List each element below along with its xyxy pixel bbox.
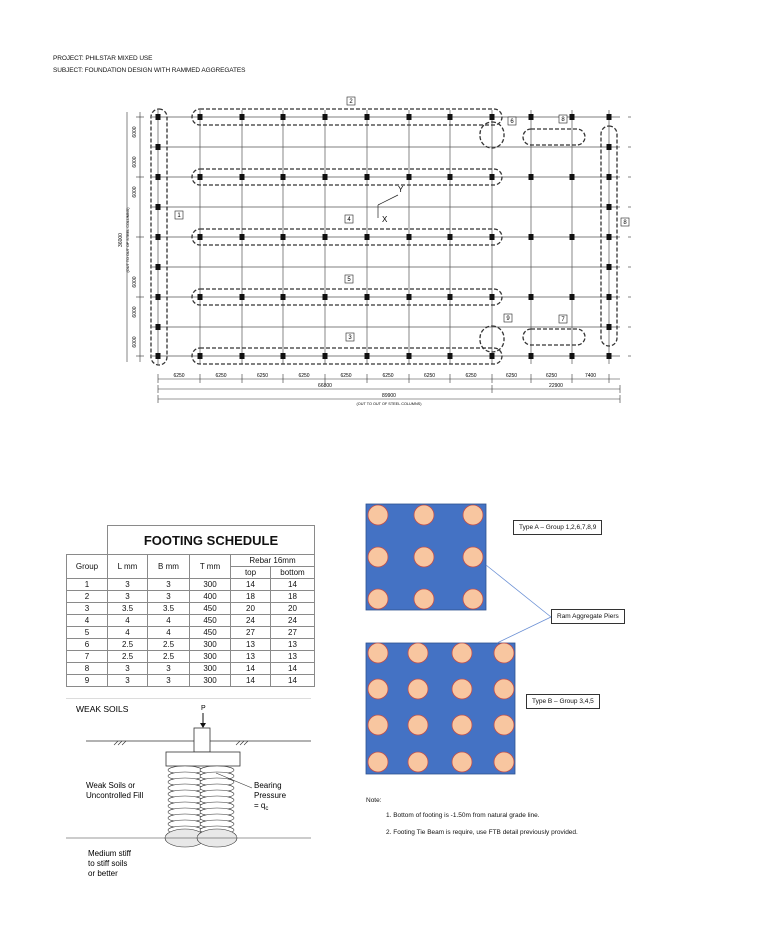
column-marker xyxy=(281,353,286,359)
pier-circle xyxy=(494,752,514,772)
schedule-cell: 450 xyxy=(190,615,231,627)
schedule-cell: 300 xyxy=(190,675,231,687)
pier-circle xyxy=(368,715,388,735)
schedule-cell: 18 xyxy=(231,591,271,603)
schedule-cell: 3 xyxy=(108,663,148,675)
column-marker xyxy=(198,234,203,240)
column-marker xyxy=(607,264,612,270)
schedule-cell: 20 xyxy=(231,603,271,615)
schedule-cell: 300 xyxy=(190,579,231,591)
pier-circle xyxy=(408,752,428,772)
column-marker xyxy=(240,294,245,300)
soil-title: WEAK SOILS xyxy=(76,704,129,714)
axis-y-label: Y xyxy=(398,185,404,194)
col-t: T mm xyxy=(190,555,231,579)
overall-note: (OUT TO OUT OF STEEL COLUMNS) xyxy=(356,402,422,406)
schedule-cell: 5 xyxy=(67,627,108,639)
pier-circle xyxy=(368,752,388,772)
column-marker xyxy=(240,114,245,120)
pier-circle xyxy=(452,752,472,772)
side-dim: 6000 xyxy=(132,156,138,168)
schedule-cell: 3 xyxy=(108,591,148,603)
column-marker xyxy=(529,174,534,180)
column-marker xyxy=(490,294,495,300)
pier-circle xyxy=(368,547,388,567)
schedule-cell: 2.5 xyxy=(148,651,190,663)
column-marker xyxy=(156,174,161,180)
column-marker xyxy=(240,174,245,180)
column-marker xyxy=(323,294,328,300)
pier-circle xyxy=(463,547,483,567)
group-tag-label: 7 xyxy=(561,317,565,324)
column-marker xyxy=(448,114,453,120)
schedule-cell: 4 xyxy=(148,615,190,627)
pier-circle xyxy=(452,679,472,699)
column-marker xyxy=(365,234,370,240)
bay-dim: 6250 xyxy=(340,373,352,379)
schedule-row xyxy=(67,603,315,615)
column-marker xyxy=(448,353,453,359)
pier-circle xyxy=(494,679,514,699)
column-marker xyxy=(448,234,453,240)
schedule-cell: 4 xyxy=(67,615,108,627)
bearing-line2: Pressure xyxy=(254,791,287,800)
schedule-cell: 3 xyxy=(148,591,190,603)
column-marker xyxy=(570,353,575,359)
schedule-row xyxy=(67,615,315,627)
weak-soil-line1: Weak Soils or xyxy=(86,781,136,790)
column-marker xyxy=(607,234,612,240)
bay-dim: 6250 xyxy=(505,373,518,379)
column-marker xyxy=(607,324,612,330)
bay-dim: 6250 xyxy=(423,373,436,379)
schedule-cell: 2.5 xyxy=(108,639,148,651)
column-marker xyxy=(448,174,453,180)
load-label: P xyxy=(201,705,206,712)
pier-circle xyxy=(463,505,483,525)
column-marker xyxy=(407,114,412,120)
col-l: L mm xyxy=(108,555,148,579)
group-tag-label: 1 xyxy=(177,213,181,220)
col-group: Group xyxy=(67,555,108,579)
schedule-cell: 13 xyxy=(271,639,315,651)
axis-x-label: X xyxy=(382,215,388,224)
schedule-cell: 20 xyxy=(271,603,315,615)
schedule-cell: 14 xyxy=(271,675,315,687)
schedule-title: FOOTING SCHEDULE xyxy=(108,526,315,555)
weak-soils-diagram xyxy=(66,698,311,883)
schedule-cell: 13 xyxy=(231,651,271,663)
schedule-cell: 450 xyxy=(190,627,231,639)
column-marker xyxy=(198,353,203,359)
schedule-cell: 6 xyxy=(67,639,108,651)
column-marker xyxy=(529,294,534,300)
schedule-row xyxy=(67,639,315,651)
schedule-cell: 24 xyxy=(271,615,315,627)
side-dim: 6000 xyxy=(132,306,138,318)
side-dim: 6000 xyxy=(132,126,138,138)
column-marker xyxy=(407,294,412,300)
stiff-line1: Medium stiff xyxy=(88,849,131,858)
schedule-cell: 24 xyxy=(231,615,271,627)
schedule-cell: 3.5 xyxy=(148,603,190,615)
pier-circle xyxy=(408,715,428,735)
type-b-label: Type B – Group 3,4,5 xyxy=(526,694,600,709)
schedule-cell: 3.5 xyxy=(108,603,148,615)
pier-circle xyxy=(368,679,388,699)
schedule-cell: 400 xyxy=(190,591,231,603)
piers-label: Ram Aggregate Piers xyxy=(551,609,625,624)
pier-circle xyxy=(494,715,514,735)
note-1: 1. Bottom of footing is -1.50m from natural grade line. xyxy=(386,812,540,819)
overall-dim: 89900 xyxy=(382,393,396,399)
column-marker xyxy=(490,234,495,240)
schedule-cell: 4 xyxy=(148,627,190,639)
schedule-cell: 3 xyxy=(148,579,190,591)
column-marker xyxy=(323,174,328,180)
pier-circle xyxy=(368,505,388,525)
column-marker xyxy=(365,114,370,120)
column-marker xyxy=(407,174,412,180)
total-a-dim: 66800 xyxy=(318,383,332,389)
column-marker xyxy=(323,114,328,120)
schedule-cell: 300 xyxy=(190,651,231,663)
column-marker xyxy=(281,174,286,180)
schedule-cell: 27 xyxy=(231,627,271,639)
side-total-dim: 36000 xyxy=(118,233,124,247)
column-marker xyxy=(156,264,161,270)
schedule-row xyxy=(67,651,315,663)
side-dim: 6000 xyxy=(132,276,138,288)
schedule-cell: 14 xyxy=(271,663,315,675)
column-marker xyxy=(365,174,370,180)
col-b: B mm xyxy=(148,555,190,579)
schedule-row xyxy=(67,675,315,687)
bearing-line1: Bearing xyxy=(254,781,282,790)
column-marker xyxy=(281,114,286,120)
group-tag-label: 4 xyxy=(347,217,351,224)
schedule-cell: 3 xyxy=(108,579,148,591)
schedule-row xyxy=(67,627,315,639)
column-marker xyxy=(529,234,534,240)
column-marker xyxy=(607,294,612,300)
column-marker xyxy=(323,234,328,240)
side-dim: 6000 xyxy=(132,186,138,198)
schedule-cell: 2.5 xyxy=(148,639,190,651)
pier-circle xyxy=(414,547,434,567)
column-marker xyxy=(570,114,575,120)
pier-circle xyxy=(452,643,472,663)
stiff-line3: or better xyxy=(88,869,118,878)
schedule-cell: 27 xyxy=(271,627,315,639)
group-tag-label: 5 xyxy=(347,277,351,284)
schedule-cell: 9 xyxy=(67,675,108,687)
column-marker xyxy=(240,234,245,240)
schedule-cell: 2 xyxy=(67,591,108,603)
note-2: 2. Footing Tie Beam is require, use FTB detail previously provided. xyxy=(386,829,578,836)
schedule-cell: 3 xyxy=(108,675,148,687)
pier-circle xyxy=(494,643,514,663)
pier-circle xyxy=(452,715,472,735)
column-marker xyxy=(570,294,575,300)
column-marker xyxy=(198,294,203,300)
schedule-row xyxy=(67,663,315,675)
column-marker xyxy=(407,353,412,359)
group-tag-label: 9 xyxy=(506,316,510,323)
column-marker xyxy=(607,204,612,210)
bay-dim: 6250 xyxy=(173,373,185,379)
column-marker xyxy=(156,324,161,330)
column-marker xyxy=(407,234,412,240)
schedule-row xyxy=(67,591,315,603)
column-marker xyxy=(198,114,203,120)
bay-dim: 6250 xyxy=(256,373,269,379)
column-marker xyxy=(490,174,495,180)
column-marker xyxy=(156,294,161,300)
column-marker xyxy=(607,174,612,180)
column-marker xyxy=(448,294,453,300)
column-marker xyxy=(365,353,370,359)
schedule-cell: 450 xyxy=(190,603,231,615)
group-tag-label: 3 xyxy=(348,335,352,342)
pier-circle xyxy=(408,679,428,699)
column-marker xyxy=(529,353,534,359)
col-bottom: bottom xyxy=(271,567,315,579)
column-marker xyxy=(156,204,161,210)
col-rebar: Rebar 16mm xyxy=(231,555,315,567)
schedule-cell: 3 xyxy=(67,603,108,615)
pier-circle xyxy=(414,589,434,609)
type-b-pattern xyxy=(366,643,515,774)
schedule-cell: 3 xyxy=(148,675,190,687)
bearing-line3 xyxy=(254,801,268,812)
schedule-cell: 3 xyxy=(148,663,190,675)
subject-line: SUBJECT: FOUNDATION DESIGN WITH RAMMED AGGREGATES xyxy=(53,67,246,74)
schedule-cell: 2.5 xyxy=(108,651,148,663)
column-marker xyxy=(490,114,495,120)
schedule-cell: 7 xyxy=(67,651,108,663)
column-marker xyxy=(198,174,203,180)
col-top: top xyxy=(231,567,271,579)
column-marker xyxy=(365,294,370,300)
weak-soil-line2: Uncontrolled Fill xyxy=(86,791,144,800)
column-marker xyxy=(570,234,575,240)
column-marker xyxy=(490,353,495,359)
schedule-cell: 300 xyxy=(190,639,231,651)
schedule-cell: 14 xyxy=(231,675,271,687)
type-a-label: Type A – Group 1,2,6,7,8,9 xyxy=(513,520,602,535)
column-marker xyxy=(607,114,612,120)
column-marker xyxy=(240,353,245,359)
schedule-cell: 300 xyxy=(190,663,231,675)
pier-circle xyxy=(463,589,483,609)
stiff-line2: to stiff soils xyxy=(88,859,128,868)
column-marker xyxy=(156,114,161,120)
group-tag-label: 8 xyxy=(561,117,565,124)
group-tag-label: 2 xyxy=(349,99,353,106)
column-marker xyxy=(607,353,612,359)
note-heading: Note: xyxy=(366,797,382,804)
schedule-cell: 4 xyxy=(108,627,148,639)
column-marker xyxy=(156,234,161,240)
schedule-cell: 18 xyxy=(271,591,315,603)
bearing-eq: = q xyxy=(254,801,266,810)
bay-dim: 6250 xyxy=(298,373,310,379)
schedule-cell: 14 xyxy=(231,579,271,591)
bearing-sub: c xyxy=(265,806,269,812)
schedule-cell: 1 xyxy=(67,579,108,591)
bay-dim: 6250 xyxy=(382,373,394,379)
column-marker xyxy=(570,174,575,180)
schedule-cell: 8 xyxy=(67,663,108,675)
column-marker xyxy=(281,294,286,300)
bay-dim: 6250 xyxy=(215,373,227,379)
schedule-cell: 13 xyxy=(231,639,271,651)
bay-dim: 6250 xyxy=(545,373,558,379)
type-a-pattern xyxy=(366,504,486,610)
column-marker xyxy=(156,144,161,150)
bay-dim: 7400 xyxy=(584,373,597,379)
schedule-cell: 4 xyxy=(108,615,148,627)
schedule-cell: 13 xyxy=(271,651,315,663)
column-marker xyxy=(529,114,534,120)
side-dim: 6000 xyxy=(132,336,138,348)
pier-circle xyxy=(368,589,388,609)
column-marker xyxy=(607,144,612,150)
bay-dim: 6250 xyxy=(465,373,477,379)
schedule-row xyxy=(67,579,315,591)
pier-circle xyxy=(368,643,388,663)
pier-circle xyxy=(414,505,434,525)
schedule-cell: 14 xyxy=(231,663,271,675)
column-marker xyxy=(156,353,161,359)
column-marker xyxy=(323,353,328,359)
footing-strip xyxy=(523,129,585,145)
footing-strip xyxy=(523,329,585,345)
footing-schedule-table xyxy=(66,525,315,687)
side-total-note: (OUT TO OUT OF STEEL COLUMNS) xyxy=(126,207,130,273)
schedule-cell: 14 xyxy=(271,579,315,591)
total-b-dim: 22900 xyxy=(549,383,563,389)
group-tag-label: 8 xyxy=(623,220,627,227)
pier-circle xyxy=(408,643,428,663)
project-line: PROJECT: PHILSTAR MIXED USE xyxy=(53,55,153,62)
column-marker xyxy=(281,234,286,240)
group-tag-label: 6 xyxy=(510,119,514,126)
